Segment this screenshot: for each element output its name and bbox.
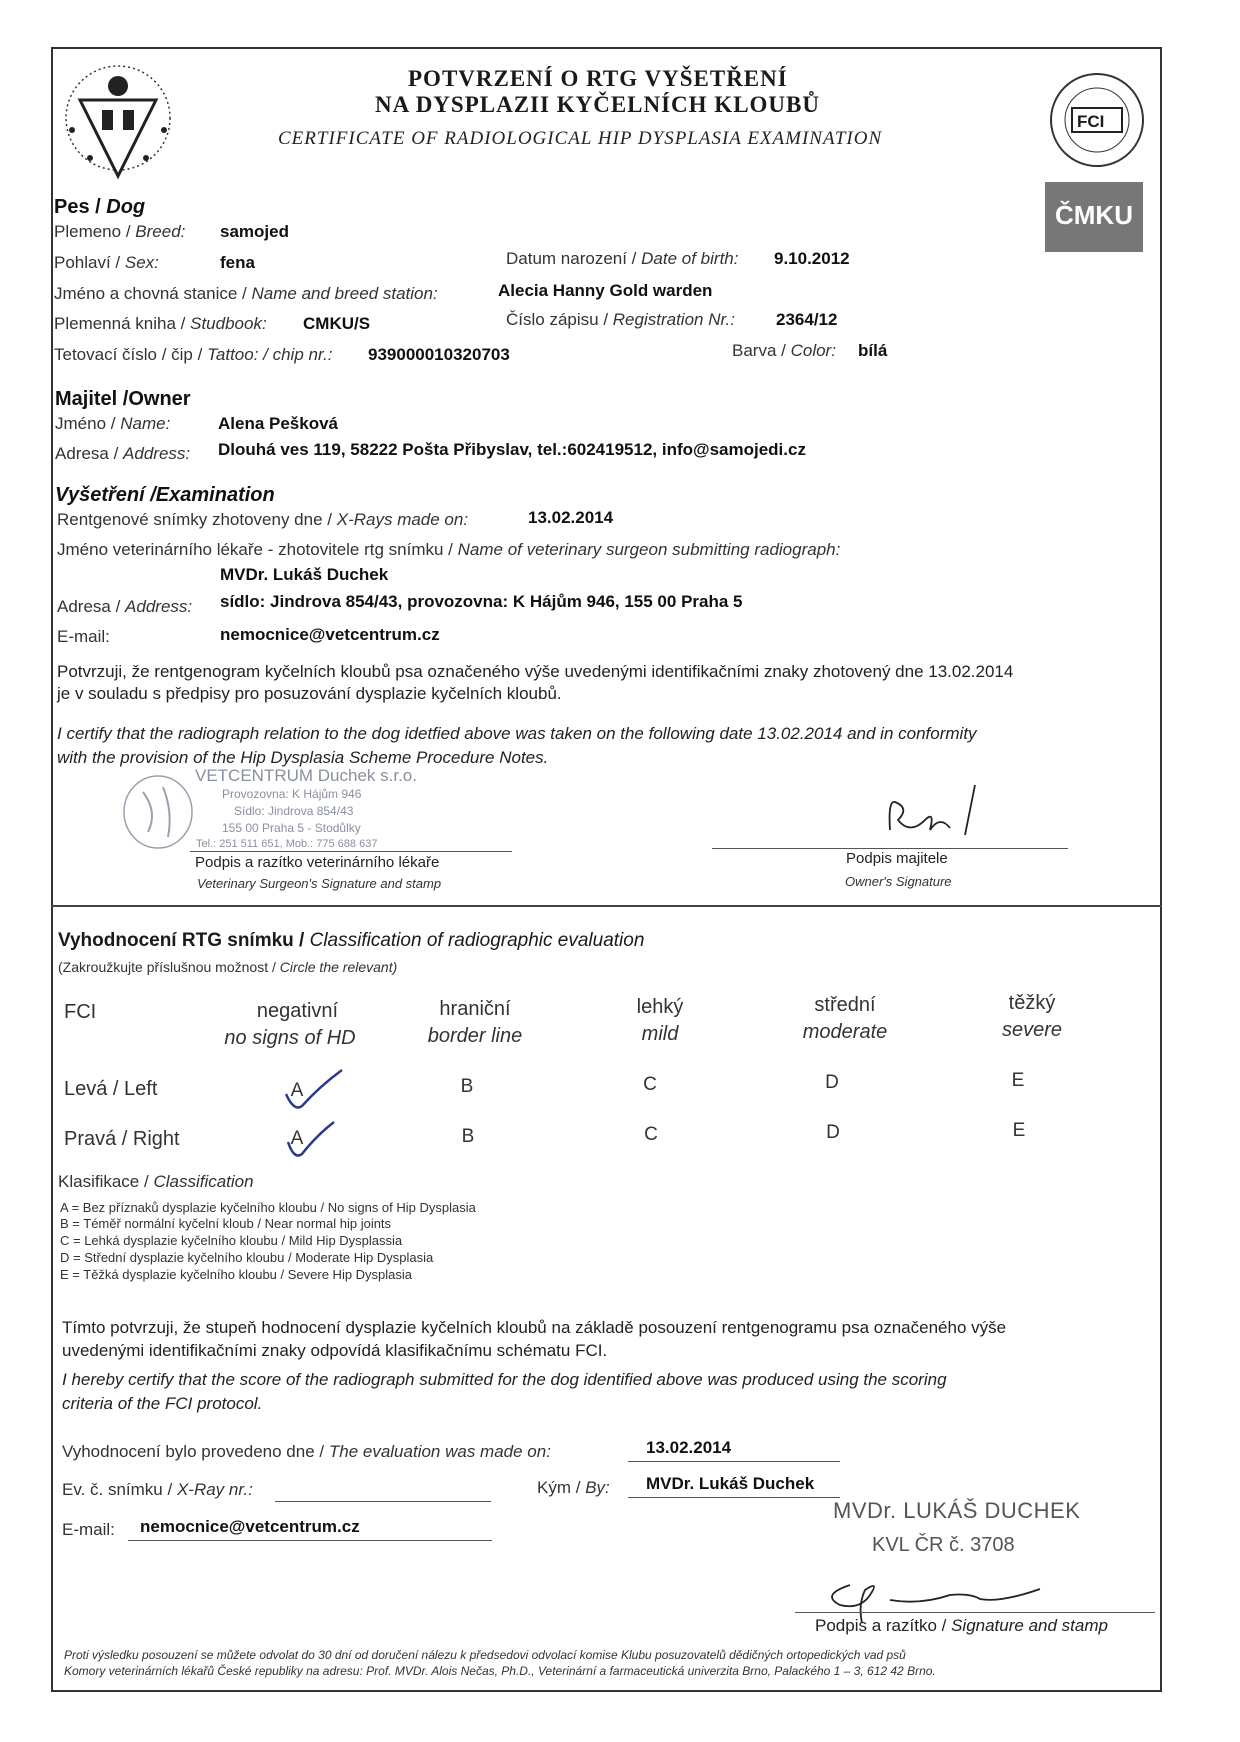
legend-c: C = Lehká dysplazie kyčelního kloubu / Mild Hip Dysplassia bbox=[60, 1233, 403, 1248]
dob-value: 9.10.2012 bbox=[774, 249, 850, 268]
grade-4-cz: střední bbox=[814, 994, 876, 1016]
legend-e: E = Těžká dysplazie kyčelního kloubu / Severe Hip Dysplasia bbox=[60, 1267, 413, 1282]
confirm-cz-line-1: Potvrzuji, že rentgenogram kyčelních kloubů psa označeného výše uvedenými identifikačními znaky zhotovený dne 13.02.2014 bbox=[57, 662, 1014, 681]
final-cz-line-1: Tímto potvrzuji, že stupeň hodnocení dysplazie kyčelních kloubů na základě posouzení rentgenogramu psa označeného výše bbox=[62, 1318, 1007, 1337]
studbook-label: Plemenná kniha / Studbook: bbox=[54, 314, 267, 333]
row-right-label: Pravá / Right bbox=[64, 1128, 180, 1150]
sex-value: fena bbox=[220, 253, 255, 272]
owner-address-value: Dlouhá ves 119, 58222 Pošta Přibyslav, tel.:602419512, info@samojedi.cz bbox=[218, 440, 806, 459]
right-cell-b[interactable]: B bbox=[461, 1126, 475, 1147]
evaluation-email-value: nemocnice@vetcentrum.cz bbox=[140, 1517, 360, 1536]
sex-label: Pohlaví / Sex: bbox=[54, 253, 159, 272]
grade-2-en: border line bbox=[427, 1025, 523, 1047]
examination-heading: Vyšetření /Examination bbox=[55, 484, 275, 506]
color-label: Barva / Color: bbox=[732, 341, 836, 360]
owner-signature-mark bbox=[880, 780, 990, 855]
right-cell-a[interactable]: A bbox=[290, 1128, 304, 1149]
title-english: CERTIFICATE OF RADIOLOGICAL HIP DYSPLASIA EXAMINATION bbox=[278, 128, 883, 149]
grade-5-en: severe bbox=[1001, 1019, 1063, 1041]
xray-made-value: 13.02.2014 bbox=[528, 508, 614, 527]
fci-label: FCI bbox=[64, 1001, 97, 1023]
registration-label: Číslo zápisu / Registration Nr.: bbox=[506, 310, 735, 329]
vet-name-stamp: MVDr. LUKÁŠ DUCHEK bbox=[833, 1498, 1081, 1523]
vet-stamp-line-1: VETCENTRUM Duchek s.r.o. bbox=[195, 766, 417, 785]
xray-nr-label: Ev. č. snímku / X-Ray nr.: bbox=[62, 1480, 253, 1499]
vet-address-value: sídlo: Jindrova 854/43, provozovna: K Hájům 946, 155 00 Praha 5 bbox=[220, 592, 743, 611]
color-value: bílá bbox=[858, 341, 888, 360]
grade-3-cz: lehký bbox=[636, 996, 684, 1018]
dog-heading: Pes / Dog bbox=[54, 196, 146, 218]
vet-name-value: MVDr. Lukáš Duchek bbox=[220, 565, 389, 584]
breed-label: Plemeno / Breed: bbox=[54, 222, 186, 241]
grade-2-cz: hraniční bbox=[439, 998, 511, 1020]
by-label: Kým / By: bbox=[537, 1478, 610, 1497]
owner-name-value: Alena Pešková bbox=[218, 414, 339, 433]
confirm-en-line-1: I certify that the radiograph relation to the dog idetfied above was taken on the following date 13.02.2014 and in conformity bbox=[57, 724, 977, 743]
registration-value: 2364/12 bbox=[776, 310, 838, 329]
owner-address-label: Adresa / Address: bbox=[55, 444, 191, 463]
owner-heading: Majitel /Owner bbox=[55, 388, 191, 410]
grade-3-en: mild bbox=[641, 1023, 679, 1045]
evaluation-email-line bbox=[128, 1540, 492, 1541]
dog-name-value: Alecia Hanny Gold warden bbox=[498, 281, 713, 300]
evaluation-made-line bbox=[628, 1461, 840, 1462]
left-checkmark bbox=[280, 1066, 350, 1121]
vet-email-value: nemocnice@vetcentrum.cz bbox=[220, 625, 440, 644]
right-checkmark bbox=[282, 1118, 342, 1167]
grade-1-en: no signs of HD bbox=[224, 1027, 356, 1049]
vet-signature-cz: Podpis a razítko veterinárního lékaře bbox=[195, 854, 440, 871]
final-en-line-1: I hereby certify that the score of the radiograph submitted for the dog identified above was produced using the scoring bbox=[62, 1370, 947, 1389]
vet-kvl-stamp: KVL ČR č. 3708 bbox=[872, 1534, 1015, 1556]
confirm-cz-line-2: je v souladu s předpisy pro posuzování dysplazie kyčelních kloubů. bbox=[57, 684, 562, 703]
chip-value: 939000010320703 bbox=[368, 345, 510, 364]
left-cell-e[interactable]: E bbox=[1011, 1070, 1025, 1091]
vet-stamp-line-3: Sídlo: Jindrova 854/43 bbox=[234, 804, 354, 818]
right-cell-e[interactable]: E bbox=[1012, 1120, 1026, 1141]
studbook-value: CMKU/S bbox=[303, 314, 371, 333]
name-label: Jméno a chovná stanice / Name and breed station: bbox=[54, 284, 438, 303]
fci-logo-text: FCI bbox=[1077, 112, 1105, 131]
left-cell-d[interactable]: D bbox=[825, 1072, 839, 1093]
confirm-en-line-2: with the provision of the Hip Dysplasia Scheme Procedure Notes. bbox=[57, 748, 549, 767]
section-divider bbox=[51, 905, 1162, 907]
evaluation-email-label: E-mail: bbox=[62, 1520, 115, 1539]
owner-name-label: Jméno / Name: bbox=[55, 414, 171, 433]
cmku-logo-text: ČMKU bbox=[1055, 200, 1133, 230]
evaluation-made-value: 13.02.2014 bbox=[646, 1438, 732, 1457]
title-line-2: NA DYSPLAZII KYČELNÍCH KLOUBŮ bbox=[375, 92, 820, 117]
vet-signature-en: Veterinary Surgeon's Signature and stamp bbox=[197, 876, 442, 891]
left-cell-a[interactable]: A bbox=[290, 1080, 304, 1101]
final-signature-line bbox=[795, 1612, 1155, 1613]
xray-made-label: Rentgenové snímky zhotoveny dne / X-Rays made on: bbox=[57, 510, 469, 529]
left-cell-c[interactable]: C bbox=[643, 1074, 657, 1095]
final-cz-line-2: uvedenými identifikačními znaky odpovídá klasifikačnímu schématu FCI. bbox=[62, 1341, 608, 1360]
legend-b: B = Téměř normální kyčelní kloub / Near normal hip joints bbox=[60, 1216, 392, 1231]
chip-label: Tetovací číslo / čip / Tattoo: / chip nr.: bbox=[54, 345, 333, 364]
classification-heading: Klasifikace / Classification bbox=[58, 1172, 254, 1191]
evaluation-made-label: Vyhodnocení bylo provedeno dne / The evaluation was made on: bbox=[62, 1442, 551, 1461]
final-en-line-2: criteria of the FCI protocol. bbox=[62, 1394, 263, 1413]
evaluation-subheading: (Zakroužkujte příslušnou možnost / Circle the relevant) bbox=[58, 959, 398, 975]
title-line-1: POTVRZENÍ O RTG VYŠETŘENÍ bbox=[408, 66, 788, 91]
xray-nr-line bbox=[275, 1501, 491, 1502]
footer-line-1: Proti výsledku posouzení se můžete odvolat do 30 dní od doručení nálezu k předsedovi odvolací komise Klubu posuzovatelů dědičných ortopedických vad psů bbox=[64, 1648, 906, 1662]
left-cell-b[interactable]: B bbox=[460, 1076, 474, 1097]
vet-stamp-logo bbox=[118, 772, 198, 857]
row-left-label: Levá / Left bbox=[64, 1078, 158, 1100]
final-signature-label: Podpis a razítko / Signature and stamp bbox=[815, 1616, 1108, 1635]
by-value: MVDr. Lukáš Duchek bbox=[646, 1474, 815, 1493]
owner-signature-en: Owner's Signature bbox=[845, 874, 952, 889]
owner-signature-line bbox=[712, 848, 1068, 849]
right-cell-d[interactable]: D bbox=[826, 1122, 840, 1143]
breed-value: samojed bbox=[220, 222, 289, 241]
vet-stamp-line-5: Tel.: 251 511 651, Mob.: 775 688 637 bbox=[196, 838, 378, 850]
vet-address-label: Adresa / Address: bbox=[57, 597, 193, 616]
footer-line-2: Komory veterinárních lékařů České republiky na adresu: Prof. MVDr. Alois Nečas, Ph.D., Veterinární a farmaceutická univerzita Brno, Palackého 1 – 3, 612 42 Brno. bbox=[64, 1664, 936, 1678]
dob-label: Datum narození / Date of birth: bbox=[506, 249, 739, 268]
grade-4-en: moderate bbox=[802, 1021, 888, 1043]
cmku-logo bbox=[1045, 182, 1143, 252]
grade-5-cz: těžký bbox=[1008, 992, 1056, 1014]
vet-name-label: Jméno veterinárního lékaře - zhotovitele rtg snímku / Name of veterinary surgeon submitting radiograph: bbox=[57, 540, 841, 559]
by-line bbox=[628, 1497, 840, 1498]
legend-a: A = Bez příznaků dysplazie kyčelního kloubu / No signs of Hip Dysplasia bbox=[60, 1200, 476, 1215]
evaluation-heading: Vyhodnocení RTG snímku / Classification of radiographic evaluation bbox=[58, 930, 645, 951]
right-cell-c[interactable]: C bbox=[644, 1124, 658, 1145]
kvl-logo bbox=[58, 58, 178, 193]
vet-stamp-line-2: Provozovna: K Hájům 946 bbox=[222, 787, 362, 801]
grade-1-cz: negativní bbox=[256, 1000, 339, 1022]
vet-stamp-line-4: 155 00 Praha 5 - Stodůlky bbox=[222, 821, 361, 835]
owner-signature-cz: Podpis majitele bbox=[846, 850, 948, 867]
vet-signature-line bbox=[190, 851, 512, 852]
vet-email-label: E-mail: bbox=[57, 627, 110, 646]
legend-d: D = Střední dysplazie kyčelního kloubu / Moderate Hip Dysplasia bbox=[60, 1250, 434, 1265]
